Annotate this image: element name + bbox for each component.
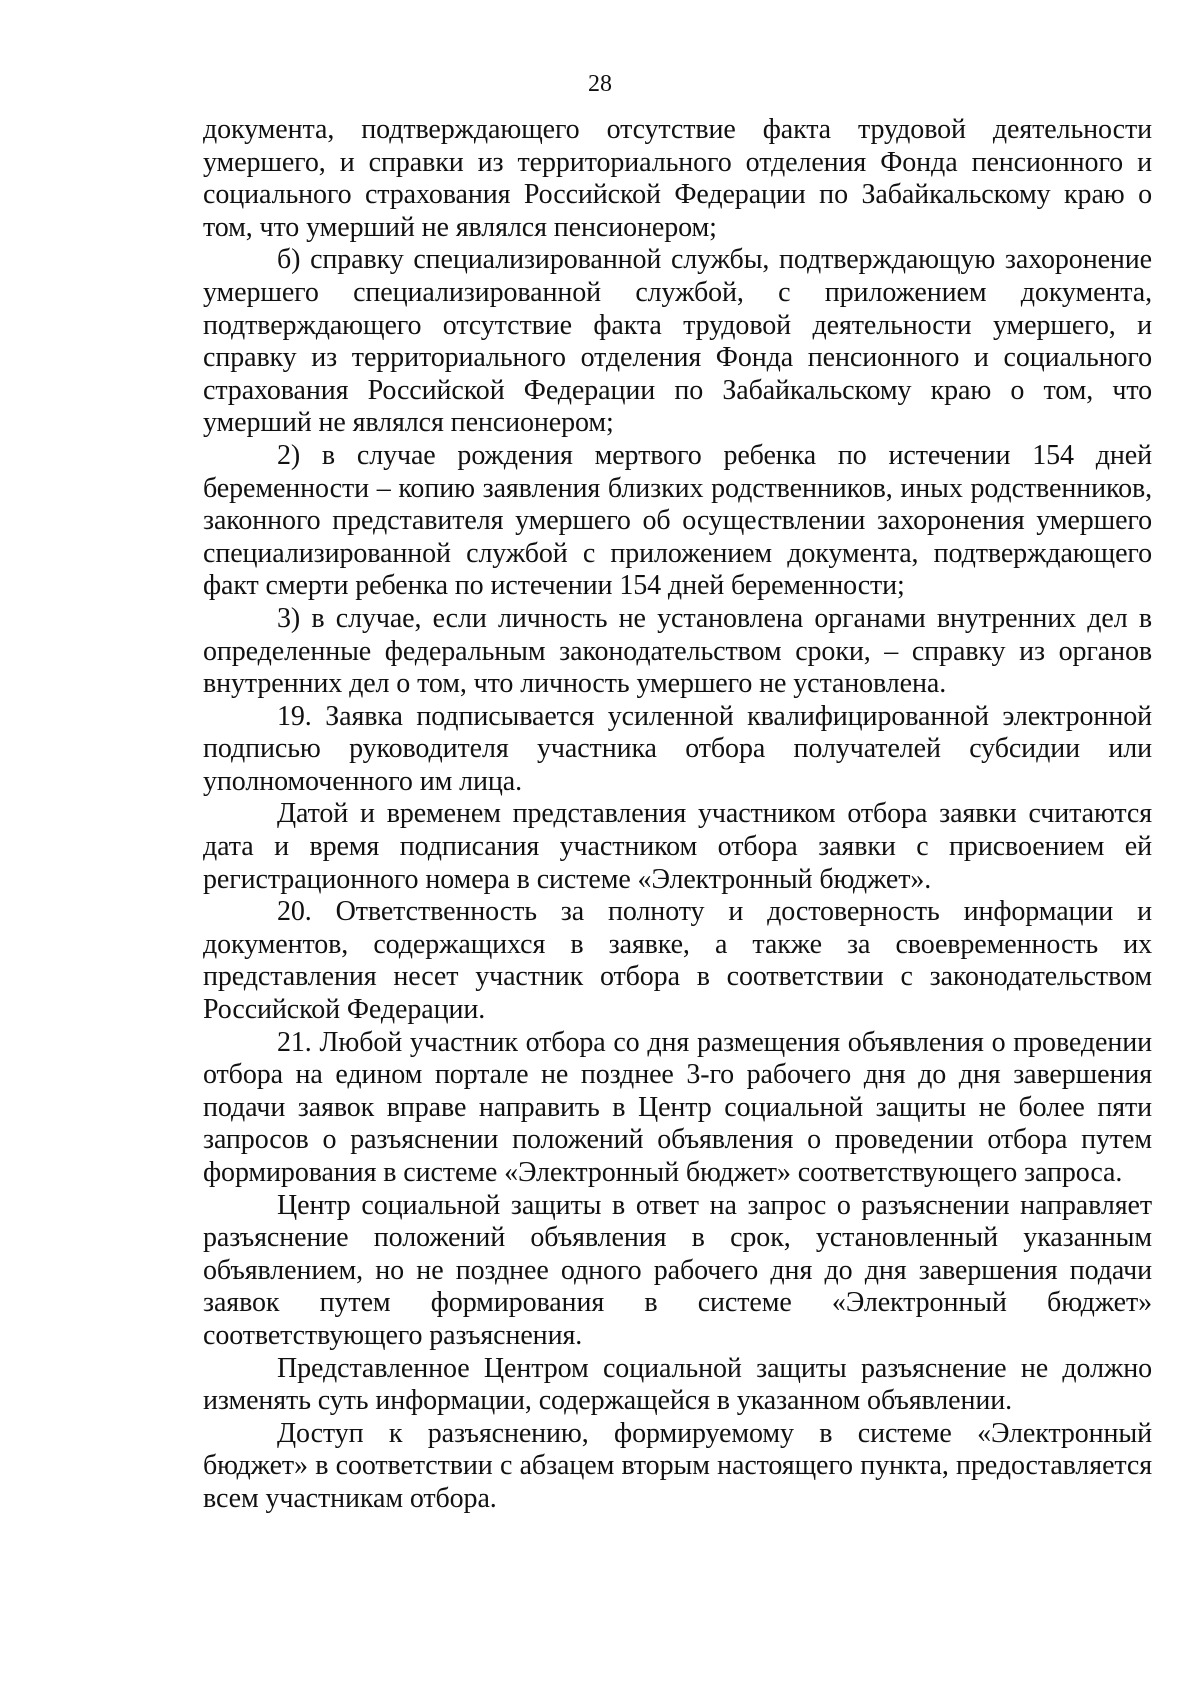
paragraph-10: Представленное Центром социальной защиты разъяснение не должно изменять суть информации, содержащейся в указанном объявлении.	[203, 1352, 1152, 1417]
paragraph-2: б) справку специализированной службы, подтверждающую захоронение умершего специализированной службой, с приложением документа, подтверждающего отсутствие факта трудовой деятельности умершего, и справку из территориального отделения Фонда пенсионного и социального страхования Российской Федерации по Забайкальскому краю о том, что умерший не являлся пенсионером;	[203, 244, 1152, 439]
paragraph-4: 3) в случае, если личность не установлена органами внутренних дел в определенные федеральным законодательством сроки, – справку из органов внутренних дел о том, что личность умершего не установлена.	[203, 602, 1152, 700]
page-number: 28	[588, 71, 612, 97]
paragraph-1: документа, подтверждающего отсутствие факта трудовой деятельности умершего, и справки из территориального отделения Фонда пенсионного и социального страхования Российской Федерации по Забайкальскому краю о том, что умерший не являлся пенсионером;	[203, 114, 1152, 243]
paragraph-3: 2) в случае рождения мертвого ребенка по истечении 154 дней беременности – копию заявления близких родственников, иных родственников, законного представителя умершего об осуществлении захоронения умершего специализированной службой с приложением документа, подтверждающего факт смерти ребенка по истечении 154 дней беременности;	[203, 439, 1152, 602]
paragraph-8: 21. Любой участник отбора со дня размещения объявления о проведении отбора на едином портале не позднее 3-го рабочего дня до дня завершения подачи заявок вправе направить в Центр социальной защиты не более пяти запросов о разъяснении положений объявления о проведении отбора путем формирования в системе «Электронный бюджет» соответствующего запроса.	[203, 1026, 1152, 1188]
paragraph-6: Датой и временем представления участником отбора заявки считаются дата и время подписания участником отбора заявки с присвоением ей регистрационного номера в системе «Электронный бюджет».	[203, 798, 1152, 895]
document-body	[203, 114, 1152, 1516]
paragraph-9: Центр социальной защиты в ответ на запрос о разъяснении направляет разъяснение положений объявления в срок, установленный указанным объявлением, но не позднее одного рабочего дня до дня завершения подачи заявок путем формирования в системе «Электронный бюджет» соответствующего разъяснения.	[203, 1189, 1152, 1351]
paragraph-11: Доступ к разъяснению, формируемому в системе «Электронный бюджет» в соответствии с абзацем вторым настоящего пункта, предоставляется всем участникам отбора.	[203, 1417, 1152, 1514]
paragraph-5: 19. Заявка подписывается усиленной квалифицированной электронной подписью руководителя участника отбора получателей субсидии или уполномоченного им лица.	[203, 700, 1152, 797]
paragraph-7: 20. Ответственность за полноту и достоверность информации и документов, содержащихся в заявке, а также за своевременность их представления несет участник отбора в соответствии с законодательством Российской Федерации.	[203, 896, 1152, 1026]
